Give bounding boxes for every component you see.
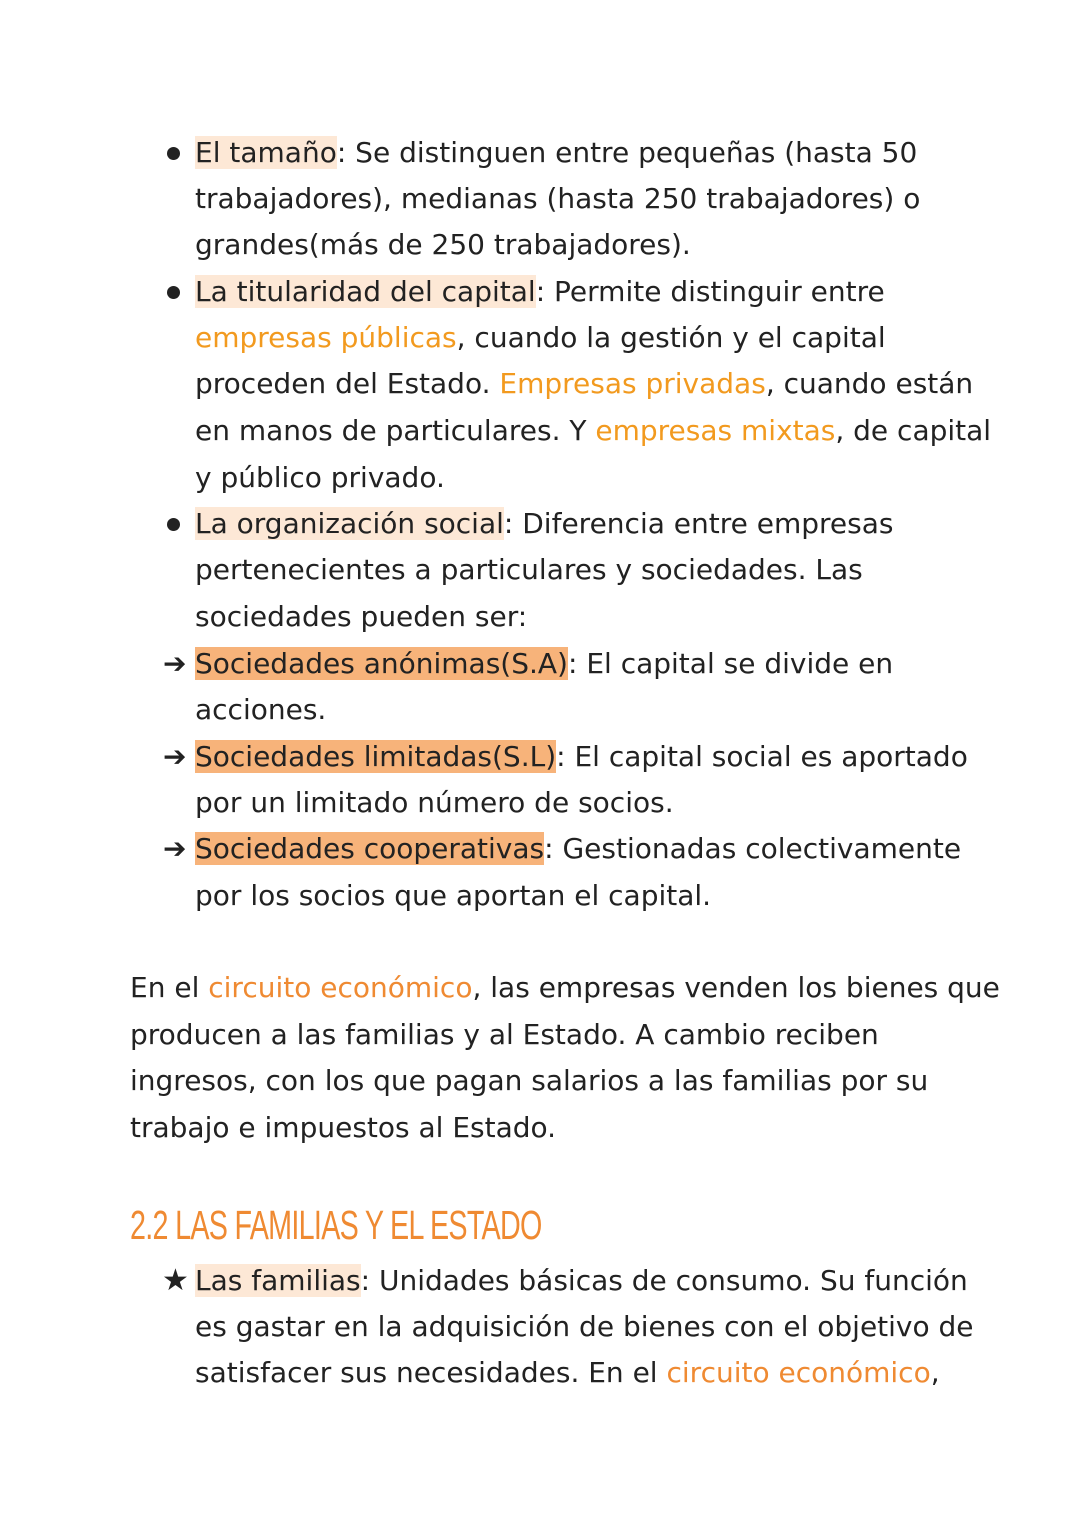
ownership-label: La titularidad del capital bbox=[195, 275, 536, 308]
families-circuit-term: circuito económico bbox=[666, 1356, 931, 1389]
size-line-3: grandes(más de 250 trabajadores). bbox=[195, 228, 691, 261]
social-label: La organización social bbox=[195, 507, 504, 540]
arrow-icon: ➔ bbox=[163, 740, 187, 773]
company-coop-label: Sociedades cooperativas bbox=[195, 832, 545, 865]
mixed-term: empresas mixtas bbox=[595, 414, 836, 447]
company-sa-line-1: Sociedades anónimas(S.A): El capital se divide en bbox=[195, 647, 894, 680]
company-sa-line-2: acciones. bbox=[195, 693, 327, 726]
bullet-dot bbox=[167, 147, 180, 160]
private-term: Empresas privadas bbox=[499, 367, 766, 400]
ownership-line-4: en manos de particulares. Y empresas mixtas, de capital bbox=[195, 414, 992, 447]
company-sl-line-2: por un limitado número de socios. bbox=[195, 786, 674, 819]
circuit-line-3: ingresos, con los que pagan salarios a las familias por su bbox=[130, 1064, 929, 1097]
company-coop-line-1: Sociedades cooperativas: Gestionadas colectivamente bbox=[195, 832, 962, 865]
size-label: El tamaño bbox=[195, 136, 337, 169]
social-line-1: La organización social: Diferencia entre empresas bbox=[195, 507, 894, 540]
arrow-icon: ➔ bbox=[163, 647, 187, 680]
ownership-line-2: empresas públicas, cuando la gestión y el capital bbox=[195, 321, 886, 354]
bullet-dot bbox=[167, 286, 180, 299]
star-icon: ★ bbox=[162, 1263, 189, 1298]
families-label: Las familias bbox=[195, 1264, 361, 1297]
circuit-line-1: En el circuito económico, las empresas venden los bienes que bbox=[130, 971, 1000, 1004]
size-line-1: El tamaño: Se distinguen entre pequeñas (hasta 50 bbox=[195, 136, 918, 169]
bullet-dot bbox=[167, 518, 180, 531]
company-sl-line-1: Sociedades limitadas(S.L): El capital social es aportado bbox=[195, 740, 968, 773]
size-line-2: trabajadores), medianas (hasta 250 trabajadores) o bbox=[195, 182, 921, 215]
circuit-line-4: trabajo e impuestos al Estado. bbox=[130, 1111, 557, 1144]
public-term: empresas públicas bbox=[195, 321, 457, 354]
families-line-2: es gastar en la adquisición de bienes con el objetivo de bbox=[195, 1310, 974, 1343]
company-sa-label: Sociedades anónimas(S.A) bbox=[195, 647, 568, 680]
ownership-line-3: proceden del Estado. Empresas privadas, cuando están bbox=[195, 367, 974, 400]
families-line-3: satisfacer sus necesidades. En el circuito económico, bbox=[195, 1356, 940, 1389]
ownership-line-5: y público privado. bbox=[195, 461, 445, 494]
social-line-2: pertenecientes a particulares y sociedades. Las bbox=[195, 553, 863, 586]
social-line-3: sociedades pueden ser: bbox=[195, 600, 528, 633]
circuit-term: circuito económico bbox=[208, 971, 473, 1004]
ownership-line-1: La titularidad del capital: Permite distinguir entre bbox=[195, 275, 885, 308]
company-coop-line-2: por los socios que aportan el capital. bbox=[195, 879, 712, 912]
section-heading: 2.2 LAS FAMILIAS Y EL ESTADO bbox=[130, 1202, 542, 1248]
arrow-icon: ➔ bbox=[163, 832, 187, 865]
families-line-1: Las familias: Unidades básicas de consumo. Su función bbox=[195, 1264, 968, 1297]
circuit-line-2: producen a las familias y al Estado. A cambio reciben bbox=[130, 1018, 879, 1051]
company-sl-label: Sociedades limitadas(S.L) bbox=[195, 740, 557, 773]
